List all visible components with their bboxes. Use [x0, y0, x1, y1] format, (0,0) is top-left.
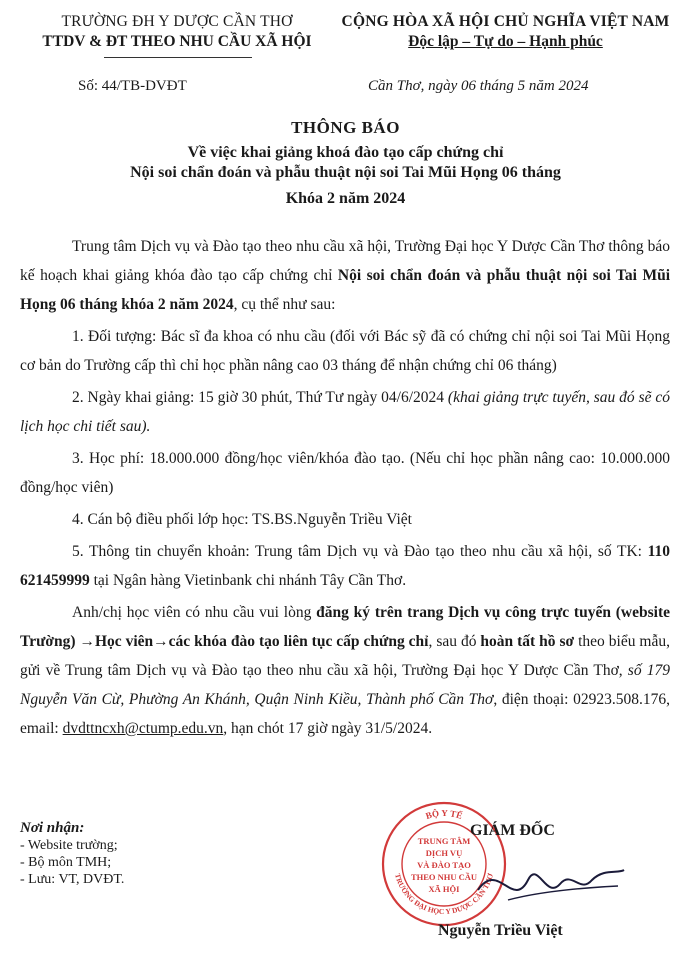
seal-line: TRUNG TÂM: [417, 836, 471, 846]
intro-paragraph: [20, 232, 670, 319]
notice-title: THÔNG BÁO: [291, 118, 400, 137]
notice-body: [20, 232, 670, 743]
center-name: TTDV & ĐT THEO NHU CẦU XÃ HỘI: [42, 33, 312, 50]
item-coordinator: 4. Cán bộ điều phối lớp học: TS.BS.Nguyễn Triều Việt: [72, 511, 412, 528]
intro-end: , cụ thể như sau:: [233, 296, 336, 313]
seal-ring-top: BỘ Y TẾ: [424, 807, 464, 822]
reg-text-c: , sau đó: [428, 633, 481, 650]
subtitle-line-1: Về việc khai giảng khoá đào tạo cấp chứng chỉ: [187, 144, 504, 161]
recipient-item: - Website trường;: [20, 838, 118, 853]
reg-address: số 179 Nguyễn Văn Cừ, Phường An Khánh, Quận Ninh Kiều, Thành phố Cần Thơ: [20, 662, 670, 708]
document-date: Cần Thơ, ngày 06 tháng 5 năm 2024: [368, 78, 589, 94]
header-underline: [104, 57, 252, 58]
nation-name: CỘNG HÒA XÃ HỘI CHỦ NGHĨA VIỆT NAM: [341, 13, 670, 30]
opening-date-note: (khai giảng trực tuyến, sau đó sẽ có lịch học chi tiết sau).: [20, 389, 670, 435]
item-target: 1. Đối tượng: Bác sĩ đa khoa có nhu cầu (đối với Bác sỹ đã có chứng chỉ nội soi Tai Mũi Họng cơ bản do Trường cấp thì chỉ học phần nâng cao 03 tháng để nhận chứng chỉ 06 tháng): [20, 328, 670, 374]
item-bank-transfer: [20, 537, 670, 595]
bank-text: 5. Thông tin chuyển khoản: Trung tâm Dịch vụ và Đào tạo theo nhu cầu xã hội, số TK:: [72, 543, 648, 560]
seal-line: VÀ ĐÀO TẠO: [417, 860, 471, 870]
signer-name: Nguyễn Triều Việt: [438, 922, 563, 939]
seal-line: DỊCH VỤ: [425, 848, 463, 858]
university-name: TRƯỜNG ĐH Y DƯỢC CẦN THƠ: [61, 13, 293, 30]
recipient-item: - Bộ môn TMH;: [20, 855, 112, 870]
reg-website-path: đăng ký trên trang Dịch vụ công trực tuyến (website Trường) →Học viên→các khóa đào tạo liên tục cấp chứng chỉ: [20, 604, 670, 650]
subtitle-line-2: Nội soi chẩn đoán và phẫu thuật nội soi Tai Mũi Họng 06 tháng: [130, 164, 561, 181]
reg-complete-dossier: hoàn tất hồ sơ: [480, 633, 575, 650]
svg-text:BỘ Y TẾ: [424, 808, 463, 821]
registration-paragraph: [20, 598, 670, 743]
recipients-title: Nơi nhận:: [20, 820, 85, 836]
nation-header: [328, 12, 683, 52]
opening-date-text: 2. Ngày khai giảng: 15 giờ 30 phút, Thứ Tư ngày 04/6/2024: [72, 389, 448, 406]
signer-role: GIÁM ĐỐC: [470, 822, 555, 839]
recipients-block: [20, 820, 124, 888]
handwritten-signature: [468, 840, 628, 920]
item-opening-date: [20, 383, 670, 441]
intro-course-name: Nội soi chẩn đoán và phẫu thuật nội soi Tai Mũi Họng 06 tháng khóa 2 năm 2024: [20, 267, 671, 313]
bank-account-number: 110 621459999: [20, 543, 670, 589]
email-link[interactable]: dvdttncxh@ctump.edu.vn: [62, 720, 224, 737]
seal-line: THEO NHU CẦU: [410, 872, 478, 882]
intro-text: Trung tâm Dịch vụ và Đào tạo theo nhu cầu xã hội, Trường Đại học Y Dược Cần Thơ thông báo kế hoạch khai giảng khóa đào tạo cấp chứng chỉ: [20, 238, 670, 284]
notice-subtitle: [0, 143, 691, 183]
reg-text-e: theo biểu mẫu, gửi về Trung tâm Dịch vụ và Đào tạo theo nhu cầu xã hội, Trường Đại học Y Dược Cần Thơ,: [20, 633, 670, 679]
seal-ring-bottom: TRƯỜNG ĐẠI HỌC Y DƯỢC CẦN THƠ: [393, 872, 495, 917]
organization-header: [12, 12, 342, 52]
item-tuition: 3. Học phí: 18.000.000 đồng/học viên/khóa đào tạo. (Nếu chỉ học phần nâng cao: 10.000.000 đồng/học viên): [20, 450, 670, 496]
seal-line: XÃ HỘI: [428, 884, 460, 894]
bank-name: tại Ngân hàng Vietinbank chi nhánh Tây Cần Thơ.: [89, 572, 407, 589]
reg-deadline: , hạn chót 17 giờ ngày 31/5/2024.: [223, 720, 433, 737]
document-number: Số: 44/TB-DVĐT: [78, 78, 187, 94]
recipient-item: - Lưu: VT, DVĐT.: [20, 872, 125, 887]
nation-motto: Độc lập – Tự do – Hạnh phúc: [408, 33, 603, 50]
course-term: Khóa 2 năm 2024: [285, 190, 406, 207]
reg-text-a: Anh/chị học viên có nhu cầu vui lòng: [72, 604, 317, 621]
reg-phone: , điện thoại: 02923.508.176, email:: [20, 691, 670, 737]
